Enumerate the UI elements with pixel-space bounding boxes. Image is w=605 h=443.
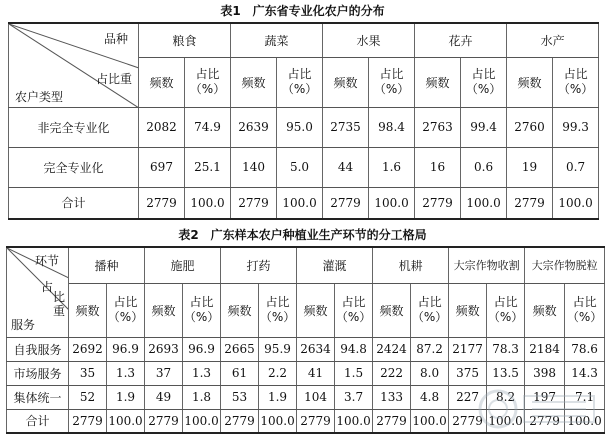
count-cell: 16 <box>415 147 461 187</box>
count-cell: 2779 <box>145 409 183 433</box>
percent-cell: 3.7 <box>335 385 373 409</box>
count-cell: 53 <box>221 385 259 409</box>
percent-cell: 98.4 <box>369 107 415 147</box>
percent-subheader-line1: 占比 <box>265 295 290 309</box>
percent-cell: 78.6 <box>565 337 605 361</box>
table1-col-header: 花卉 <box>415 23 507 57</box>
table1-col-header: 蔬菜 <box>231 23 323 57</box>
percent-cell: 1.9 <box>259 385 297 409</box>
count-cell: 2735 <box>323 107 369 147</box>
count-cell: 222 <box>373 361 411 385</box>
percent-cell: 1.3 <box>107 361 145 385</box>
percent-cell: 96.9 <box>183 337 221 361</box>
count-subheader: 频数 <box>507 57 553 107</box>
count-cell: 133 <box>373 385 411 409</box>
seal-stamp-icon <box>470 384 600 434</box>
percent-subheader-line1: 占比 <box>572 295 597 309</box>
percent-subheader <box>369 57 415 107</box>
stub-label-variety: 品种 <box>103 32 128 46</box>
percent-cell: 1.8 <box>183 385 221 409</box>
count-cell: 2779 <box>221 409 259 433</box>
row-label: 完全专业化 <box>9 147 139 187</box>
count-cell: 398 <box>525 361 565 385</box>
table1-caption: 表1 广东省专业化农户的分布 <box>220 4 385 18</box>
count-cell: 2424 <box>373 337 411 361</box>
count-cell: 2779 <box>415 187 461 219</box>
count-cell: 44 <box>323 147 369 187</box>
row-label: 市场服务 <box>7 361 69 385</box>
count-cell: 2693 <box>145 337 183 361</box>
table1-col-header: 水产 <box>507 23 599 57</box>
count-cell: 41 <box>297 361 335 385</box>
percent-subheader <box>277 57 323 107</box>
count-cell: 49 <box>145 385 183 409</box>
count-cell: 52 <box>69 385 107 409</box>
count-cell: 61 <box>221 361 259 385</box>
percent-cell: 100.0 <box>335 409 373 433</box>
count-cell: 2779 <box>449 409 487 433</box>
stub-label-stage: 环节 <box>35 254 60 268</box>
percent-subheader-line2: （%） <box>465 82 502 96</box>
percent-cell: 0.6 <box>461 147 507 187</box>
percent-cell: 1.6 <box>369 147 415 187</box>
percent-cell: 100.0 <box>553 187 599 219</box>
table2-col-header: 大宗作物脱粒 <box>525 247 605 283</box>
percent-cell: 100.0 <box>487 409 525 433</box>
table2-col-header: 播种 <box>69 247 145 283</box>
count-cell: 2779 <box>323 187 369 219</box>
stub-label-share-3: 重 <box>53 304 66 318</box>
stub-label-service: 服务 <box>11 318 36 332</box>
percent-cell: 100.0 <box>369 187 415 219</box>
table-row <box>7 361 605 385</box>
percent-subheader <box>487 283 525 337</box>
percent-cell: 7.1 <box>565 385 605 409</box>
count-subheader: 频数 <box>231 57 277 107</box>
percent-cell: 8.0 <box>411 361 449 385</box>
percent-subheader <box>259 283 297 337</box>
percent-subheader <box>565 283 605 337</box>
count-cell: 227 <box>449 385 487 409</box>
count-cell: 2692 <box>69 337 107 361</box>
percent-subheader-line1: 占比 <box>341 295 366 309</box>
percent-subheader <box>553 57 599 107</box>
percent-cell: 74.9 <box>185 107 231 147</box>
percent-subheader-line2: （%） <box>373 82 410 96</box>
percent-subheader-line2: （%） <box>189 82 226 96</box>
table2-col-header: 灌溉 <box>297 247 373 283</box>
percent-subheader-line1: 占比 <box>493 295 518 309</box>
percent-subheader <box>183 283 221 337</box>
percent-cell: 100.0 <box>411 409 449 433</box>
percent-cell: 100.0 <box>461 187 507 219</box>
table1 <box>8 22 599 220</box>
count-subheader: 频数 <box>525 283 565 337</box>
percent-cell: 2.2 <box>259 361 297 385</box>
percent-cell: 95.9 <box>259 337 297 361</box>
percent-subheader-line2: （%） <box>487 310 524 324</box>
percent-subheader-line2: （%） <box>183 310 220 324</box>
count-cell: 2760 <box>507 107 553 147</box>
percent-subheader-line1: 占比 <box>471 67 496 81</box>
percent-subheader <box>185 57 231 107</box>
percent-subheader <box>461 57 507 107</box>
count-cell: 2779 <box>297 409 335 433</box>
count-cell: 375 <box>449 361 487 385</box>
percent-cell: 99.3 <box>553 107 599 147</box>
table2-caption: 表2 广东样本农户种植业生产环节的分工格局 <box>178 228 427 242</box>
percent-cell: 99.4 <box>461 107 507 147</box>
percent-cell: 13.5 <box>487 361 525 385</box>
table2-col-header: 施肥 <box>145 247 221 283</box>
count-cell: 2665 <box>221 337 259 361</box>
percent-subheader-line1: 占比 <box>113 295 138 309</box>
count-cell: 2184 <box>525 337 565 361</box>
percent-subheader-line1: 占比 <box>563 67 588 81</box>
count-subheader: 频数 <box>145 283 183 337</box>
percent-cell: 78.3 <box>487 337 525 361</box>
row-label: 集体统一 <box>7 385 69 409</box>
table-row <box>9 187 599 219</box>
stub-label-share-2: 比 <box>53 290 66 304</box>
count-subheader: 频数 <box>449 283 487 337</box>
table2-subheader-row <box>7 283 605 337</box>
percent-cell: 5.0 <box>277 147 323 187</box>
percent-cell: 8.2 <box>487 385 525 409</box>
row-label: 非完全专业化 <box>9 107 139 147</box>
count-cell: 104 <box>297 385 335 409</box>
percent-cell: 100.0 <box>277 187 323 219</box>
percent-subheader <box>107 283 145 337</box>
percent-cell: 100.0 <box>183 409 221 433</box>
count-subheader: 频数 <box>373 283 411 337</box>
count-cell: 697 <box>139 147 185 187</box>
percent-cell: 0.7 <box>553 147 599 187</box>
percent-subheader-line2: （%） <box>281 82 318 96</box>
count-cell: 2779 <box>231 187 277 219</box>
stub-label-household-type: 农户类型 <box>15 90 64 104</box>
count-cell: 2779 <box>373 409 411 433</box>
percent-cell: 14.3 <box>565 361 605 385</box>
percent-subheader-line2: （%） <box>411 310 448 324</box>
percent-cell: 1.5 <box>335 361 373 385</box>
count-cell: 2639 <box>231 107 277 147</box>
percent-cell: 1.9 <box>107 385 145 409</box>
table1-col-header: 粮食 <box>139 23 231 57</box>
percent-subheader-line1: 占比 <box>189 295 214 309</box>
percent-subheader-line1: 占比 <box>379 67 404 81</box>
percent-cell: 100.0 <box>259 409 297 433</box>
table-row <box>9 107 599 147</box>
percent-subheader <box>411 283 449 337</box>
row-label: 自我服务 <box>7 337 69 361</box>
percent-cell: 100.0 <box>185 187 231 219</box>
table2-col-header: 大宗作物收割 <box>449 247 525 283</box>
percent-subheader-line2: （%） <box>107 310 144 324</box>
count-subheader: 频数 <box>69 283 107 337</box>
percent-subheader-line1: 占比 <box>417 295 442 309</box>
count-cell: 140 <box>231 147 277 187</box>
count-cell: 2763 <box>415 107 461 147</box>
stub-label-share-1: 占 <box>41 280 54 294</box>
count-cell: 2779 <box>507 187 553 219</box>
table1-stub <box>9 23 139 107</box>
percent-cell: 100.0 <box>565 409 605 433</box>
percent-subheader-line2: （%） <box>566 310 603 324</box>
table-row <box>9 147 599 187</box>
count-subheader: 频数 <box>297 283 335 337</box>
count-cell: 2634 <box>297 337 335 361</box>
percent-subheader-line1: 占比 <box>195 67 220 81</box>
count-cell: 2177 <box>449 337 487 361</box>
count-cell: 2779 <box>69 409 107 433</box>
row-label: 合计 <box>7 409 69 433</box>
percent-subheader-line2: （%） <box>335 310 372 324</box>
percent-subheader-line1: 占比 <box>287 67 312 81</box>
count-cell: 19 <box>507 147 553 187</box>
percent-cell: 25.1 <box>185 147 231 187</box>
count-cell: 197 <box>525 385 565 409</box>
percent-cell: 96.9 <box>107 337 145 361</box>
percent-cell: 1.3 <box>183 361 221 385</box>
count-subheader: 频数 <box>415 57 461 107</box>
count-cell: 2082 <box>139 107 185 147</box>
percent-subheader-line2: （%） <box>259 310 296 324</box>
count-subheader: 频数 <box>139 57 185 107</box>
percent-cell: 100.0 <box>107 409 145 433</box>
table2-stub <box>7 247 69 337</box>
percent-cell: 4.8 <box>411 385 449 409</box>
percent-cell: 95.0 <box>277 107 323 147</box>
percent-subheader-line2: （%） <box>557 82 594 96</box>
count-cell: 35 <box>69 361 107 385</box>
table2-col-header: 打药 <box>221 247 297 283</box>
row-label: 合计 <box>9 187 139 219</box>
count-cell: 37 <box>145 361 183 385</box>
count-cell: 2779 <box>139 187 185 219</box>
percent-cell: 94.8 <box>335 337 373 361</box>
stub-label-share: 占比重 <box>95 72 132 86</box>
table-row <box>7 337 605 361</box>
count-subheader: 频数 <box>221 283 259 337</box>
percent-subheader <box>335 283 373 337</box>
table1-col-header: 水果 <box>323 23 415 57</box>
count-subheader: 频数 <box>323 57 369 107</box>
table2-col-header: 机耕 <box>373 247 449 283</box>
percent-cell: 87.2 <box>411 337 449 361</box>
count-cell: 2779 <box>525 409 565 433</box>
